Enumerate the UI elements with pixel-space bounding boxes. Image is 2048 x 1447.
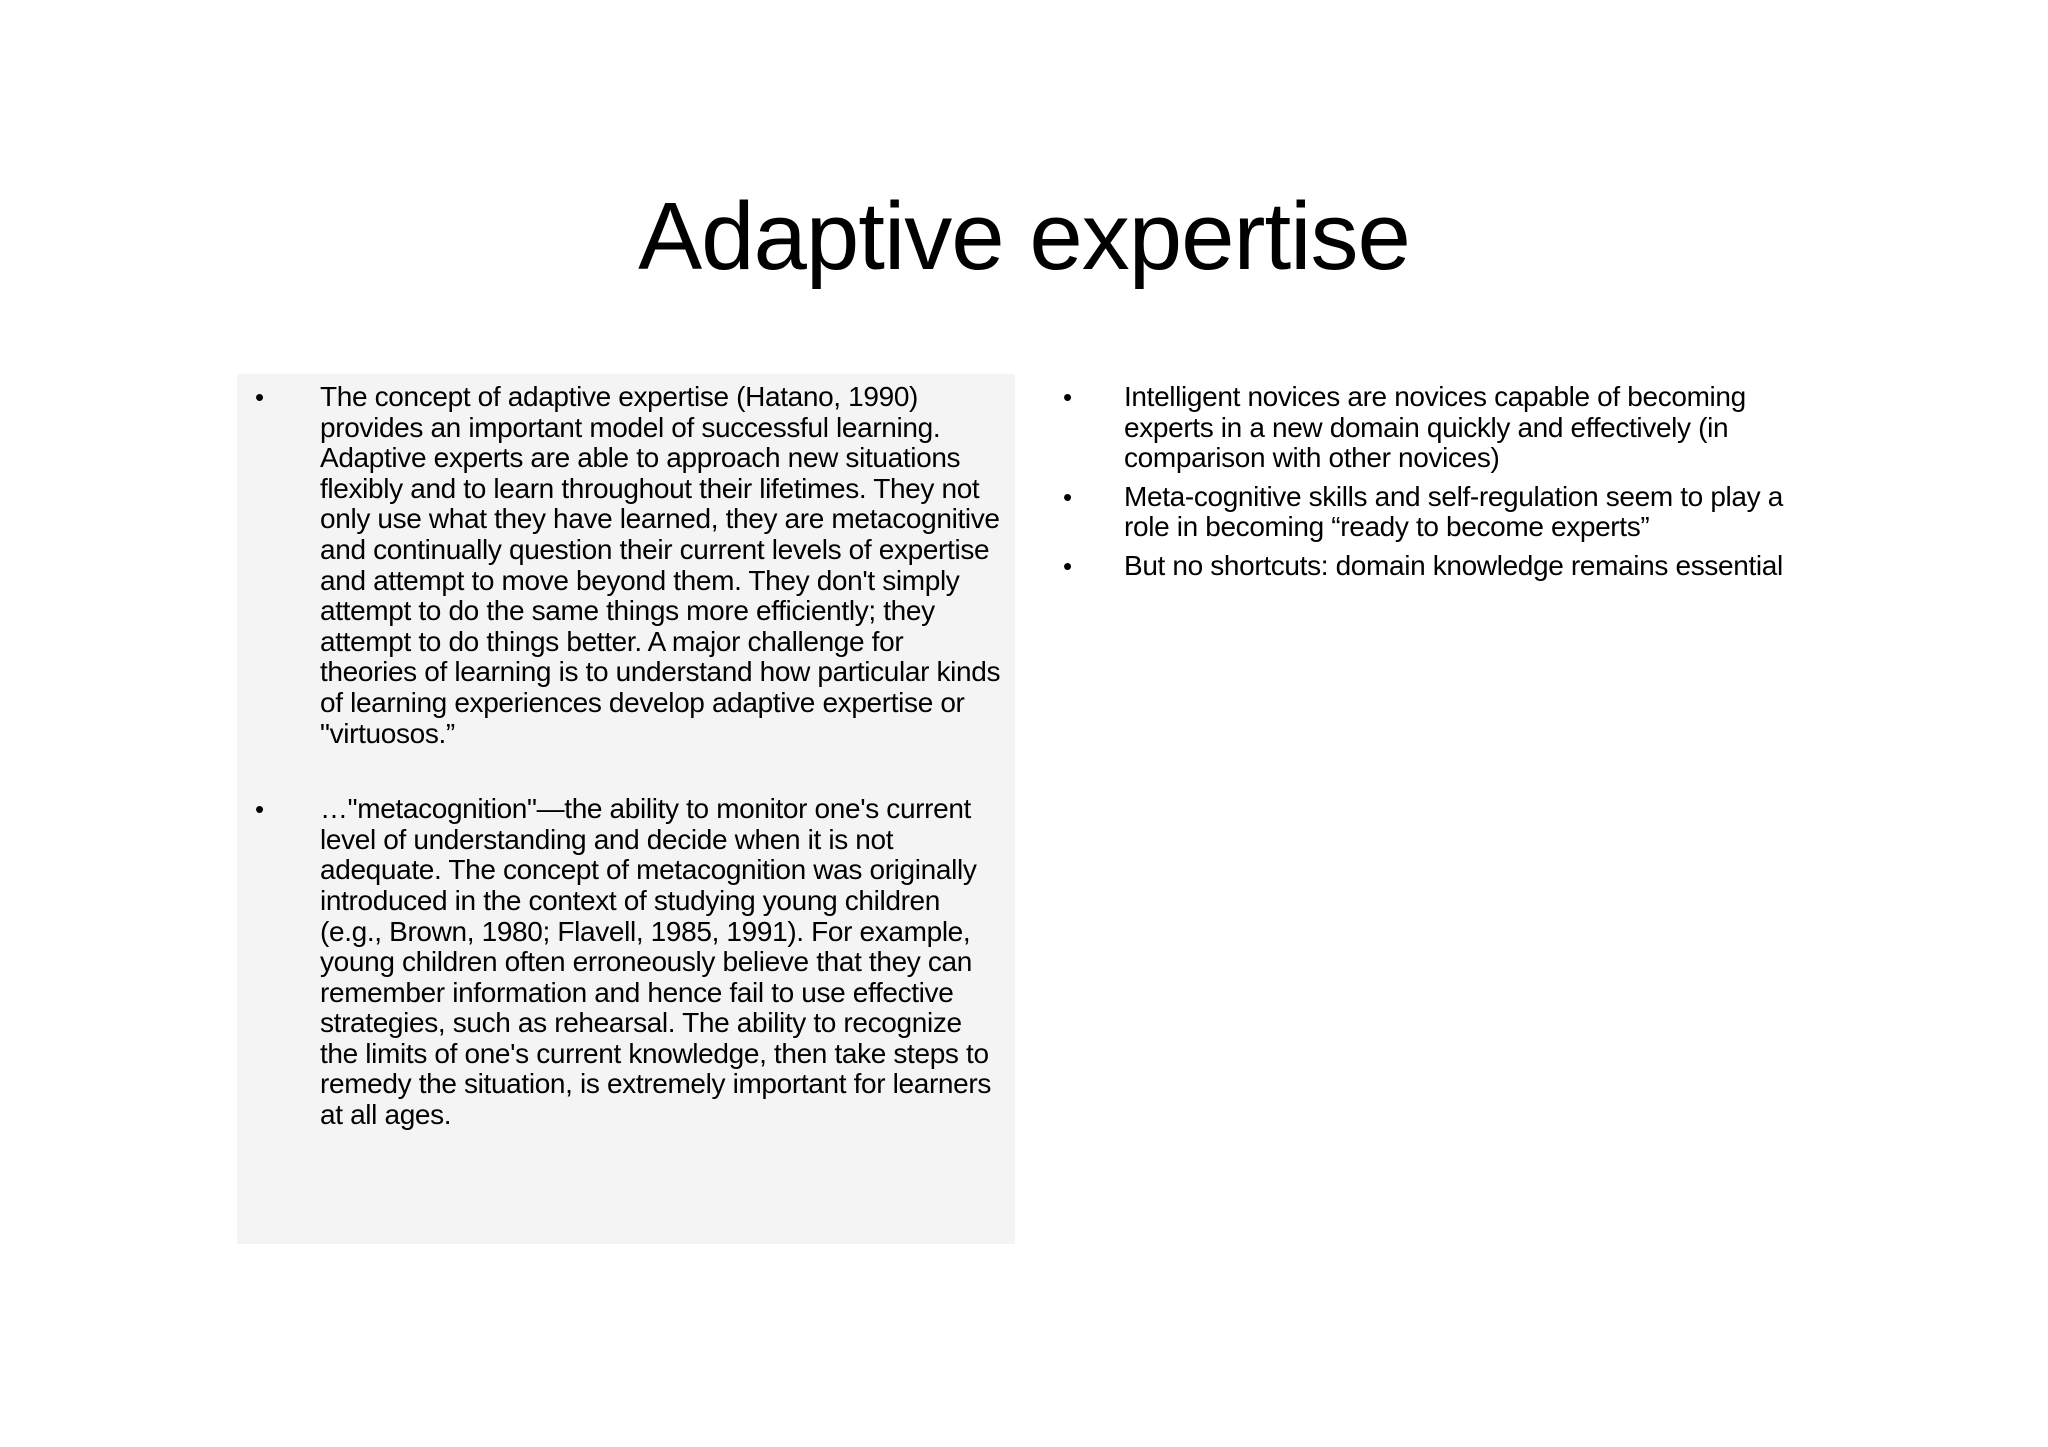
left-bullet-list: [237, 382, 1015, 1176]
bullet-marker: •: [255, 382, 264, 412]
bullet-text: The concept of adaptive expertise (Hatano, 1990) provides an important model of successful learning. Adaptive experts are able to approach new situations flexibly and to learn throughout their lifetimes. They not only use what they have learned, they are metacognitive and continually question their current levels of expertise and attempt to move beyond them. They don't simply attempt to do the same things more efficiently; they attempt to do things better. A major challenge for theories of learning is to understand how particular kinds of learning experiences develop adaptive expertise or "virtuosos.”: [320, 381, 1001, 749]
bullet-item: [1057, 551, 1817, 582]
slide-title: Adaptive expertise: [638, 183, 1410, 290]
bullet-text: But no shortcuts: domain knowledge remains essential: [1124, 549, 1783, 581]
bullet-item: [1057, 482, 1817, 543]
bullet-marker: •: [1063, 382, 1072, 412]
bullet-marker: •: [255, 794, 264, 825]
bullet-marker: •: [1063, 481, 1072, 512]
bullet-item: [237, 382, 1015, 749]
bullet-item: [1057, 382, 1817, 474]
bullet-text: Intelligent novices are novices capable of becoming experts in a new domain quickly and effectively (in comparison with other novices): [1124, 381, 1746, 474]
bullet-text: …"metacognition"—the ability to monitor one's current level of understanding and decide when it is not adequate. The concept of metacognition was originally introduced in the context of studying young children (e.g., Brown, 1980; Flavell, 1985, 1991). For example, young children often erroneously believe that they can remember information and hence fail to use effective strategies, such as rehearsal. The ability to recognize the limits of one's current knowledge, then take steps to remedy the situation, is extremely important for learners at all ages.: [320, 793, 991, 1131]
bullet-marker: •: [1063, 550, 1072, 581]
right-bullet-list: [1057, 382, 1817, 590]
bullet-text: Meta-cognitive skills and self-regulation seem to play a role in becoming “ready to become experts”: [1124, 480, 1783, 543]
left-content-panel: [237, 374, 1015, 1244]
bullet-item: [237, 794, 1015, 1131]
